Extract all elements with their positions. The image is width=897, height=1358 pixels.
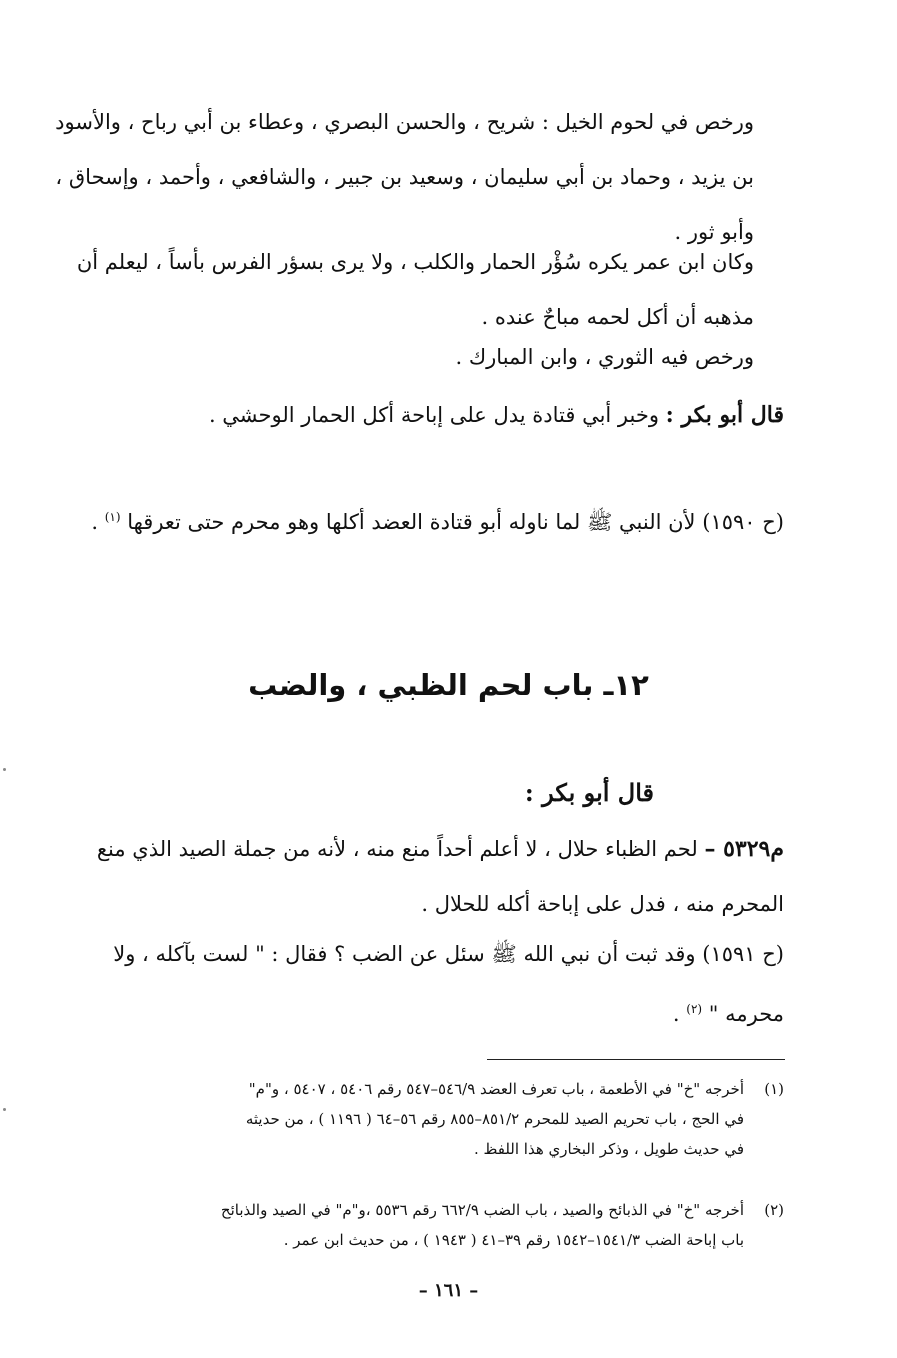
paragraph-text: وخبر أبي قتادة يدل على إباحة أكل الحمار الوحشي . xyxy=(208,403,659,427)
footnote-line xyxy=(79,1074,784,1104)
scan-speck xyxy=(3,768,6,771)
hadith-number: (ح ١٥٩٠) xyxy=(702,510,784,534)
mas-ala-number: م٥٣٢٩ – xyxy=(704,836,784,862)
paragraph-text: ورخص فيه الثوري ، وابن المبارك . xyxy=(455,345,754,369)
hadith-1591 xyxy=(79,927,784,1042)
footnote-ref-1[interactable]: (١) xyxy=(104,510,121,524)
hadith-text: لأن النبي ﷺ لما ناوله أبو قتادة العضد أكلها وهو محرم حتى تعرقها xyxy=(127,510,696,534)
footnote-ref-2[interactable]: (٢) xyxy=(686,1002,703,1016)
paragraph-text: وكان ابن عمر يكره سُؤْر الحمار والكلب ، ولا يرى بسؤر الفرس بأساً ، ليعلم أن مذهبه أن أكل لحمه مباحٌ عنده . xyxy=(76,250,754,329)
mas-ala-text: لحم الظباء حلال ، لا أعلم أحداً منع منه ، لأنه من جملة الصيد الذي منع المحرم منه ، فدل على إباحة أكله للحلال . xyxy=(96,837,784,916)
scan-speck xyxy=(3,1108,6,1111)
page-number: – ١٦١ – xyxy=(418,1280,479,1301)
speaker-label: قال أبو بكر : xyxy=(665,402,784,428)
sentence-end: . xyxy=(672,1002,680,1026)
footnote-line: باب إباحة الضب ١٥٤١/٣–١٥٤٢ رقم ٣٩–٤١ ( ١٩٤٣ ) ، من حديث ابن عمر . xyxy=(283,1231,744,1249)
paragraph-ibn-umar xyxy=(49,235,784,345)
sub-heading: قال أبو بكر : xyxy=(524,778,654,807)
hadith-number: (ح ١٥٩١) xyxy=(702,942,784,966)
footnote-text: أخرجه "خ" في الأطعمة ، باب تعرف العضد ٥٤٦/٩–٥٤٧ رقم ٥٤٠٦ ، ٥٤٠٧ ، و"م" xyxy=(248,1080,744,1098)
paragraph-abu-bakr-statement xyxy=(79,388,784,443)
footnote-line: في الحج ، باب تحريم الصيد للمحرم ٨٥١/٢–٨٥٥ رقم ٥٦–٦٤ ( ١١٩٦ ) ، من حديثه xyxy=(245,1110,744,1128)
chapter-heading: ١٢ـ باب لحم الظبي ، والضب xyxy=(248,668,649,702)
paragraph-text: ورخص في لحوم الخيل : شريح ، والحسن البصري ، وعطاء بن أبي رباح ، والأسود بن يزيد ، وحماد بن أبي سليمان ، وسعيد بن جبير ، والشافعي ، وأحمد ، وإسحاق ، وأبو ثور . xyxy=(55,110,754,244)
mas-ala-5329 xyxy=(79,822,784,932)
paragraph-thawri xyxy=(49,330,784,385)
footnote-line: في حديث طويل ، وذكر البخاري هذا اللفظ . xyxy=(473,1140,744,1158)
footnote-separator xyxy=(487,1059,785,1060)
footnote-line xyxy=(79,1195,784,1225)
hadith-1590 xyxy=(79,490,784,550)
sentence-end: . xyxy=(91,510,98,534)
footnote-number: (١) xyxy=(764,1080,784,1098)
hadith-text: وقد ثبت أن نبي الله ﷺ سئل عن الضب ؟ فقال : " لست بآكله ، ولا محرمه " xyxy=(113,942,784,1026)
footnote-number: (٢) xyxy=(764,1201,784,1219)
footnote-text: أخرجه "خ" في الذبائح والصيد ، باب الضب ٦٦٢/٩ رقم ٥٥٣٦ ،و"م" في الصيد والذبائح xyxy=(220,1201,744,1219)
footnote-1 xyxy=(79,1074,784,1164)
footnote-2 xyxy=(79,1195,784,1255)
